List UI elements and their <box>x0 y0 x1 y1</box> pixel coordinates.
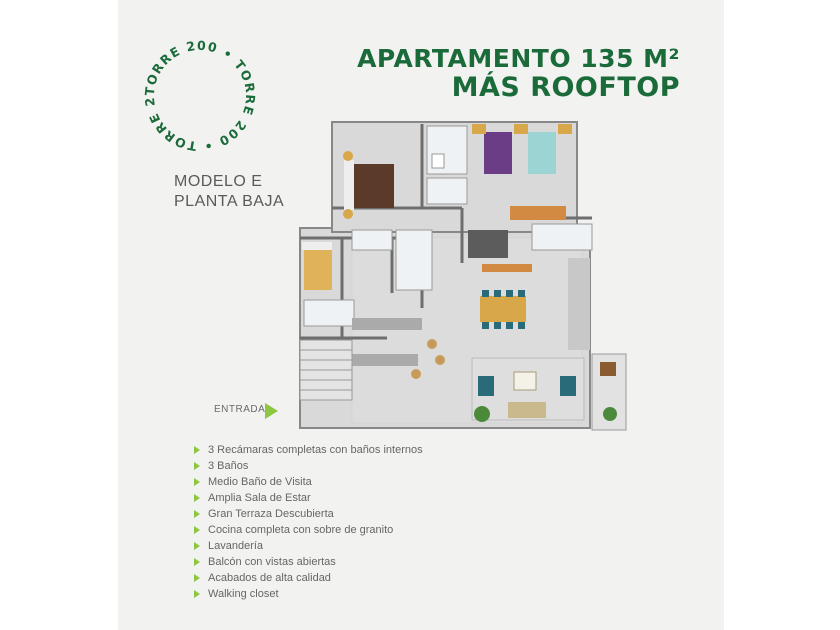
chevron-right-icon <box>194 542 200 550</box>
model-label-line1: MODELO E <box>174 173 263 190</box>
chevron-right-icon <box>194 446 200 454</box>
chevron-right-icon <box>194 590 200 598</box>
feature-text: Medio Baño de Visita <box>208 476 312 488</box>
feature-item <box>194 507 423 523</box>
feature-text: Cocina completa con sobre de granito <box>208 524 394 536</box>
feature-text: Balcón con vistas abiertas <box>208 556 336 568</box>
feature-text: Amplia Sala de Estar <box>208 492 311 504</box>
feature-item <box>194 539 423 555</box>
feature-text: 3 Recámaras completas con baños internos <box>208 444 423 456</box>
torre-200-badge <box>140 36 260 156</box>
model-label-line2: PLANTA BAJA <box>174 193 285 210</box>
feature-item <box>194 523 423 539</box>
features-list <box>194 443 423 603</box>
circular-badge-graphic <box>140 36 260 156</box>
badge-text: TORRE 200 • TORRE 200 • TORRE 2 <box>141 37 259 155</box>
feature-item <box>194 555 423 571</box>
chevron-right-icon <box>194 558 200 566</box>
feature-text: 3 Baños <box>208 460 249 472</box>
feature-item <box>194 475 423 491</box>
feature-item <box>194 571 423 587</box>
floor-plan-image <box>292 118 632 434</box>
feature-item <box>194 587 423 603</box>
feature-item <box>194 459 423 475</box>
svg-text:TORRE 200 • TORRE 200 • TORRE <box>140 36 258 154</box>
feature-text: Gran Terraza Descubierta <box>208 508 334 520</box>
entrance-label: ENTRADA <box>214 404 266 415</box>
chevron-right-icon <box>194 526 200 534</box>
chevron-right-icon <box>194 462 200 470</box>
feature-text: Walking closet <box>208 588 279 600</box>
chevron-right-icon <box>194 478 200 486</box>
chevron-right-icon <box>194 494 200 502</box>
play-arrow-icon <box>265 403 278 419</box>
feature-item <box>194 491 423 507</box>
chevron-right-icon <box>194 574 200 582</box>
chevron-right-icon <box>194 510 200 518</box>
page-subtitle-rooftop: MÁS ROOFTOP <box>451 72 680 103</box>
page-title: APARTAMENTO 135 M² <box>357 44 680 73</box>
feature-text: Lavandería <box>208 540 264 552</box>
feature-item <box>194 443 423 459</box>
feature-text: Acabados de alta calidad <box>208 572 331 584</box>
